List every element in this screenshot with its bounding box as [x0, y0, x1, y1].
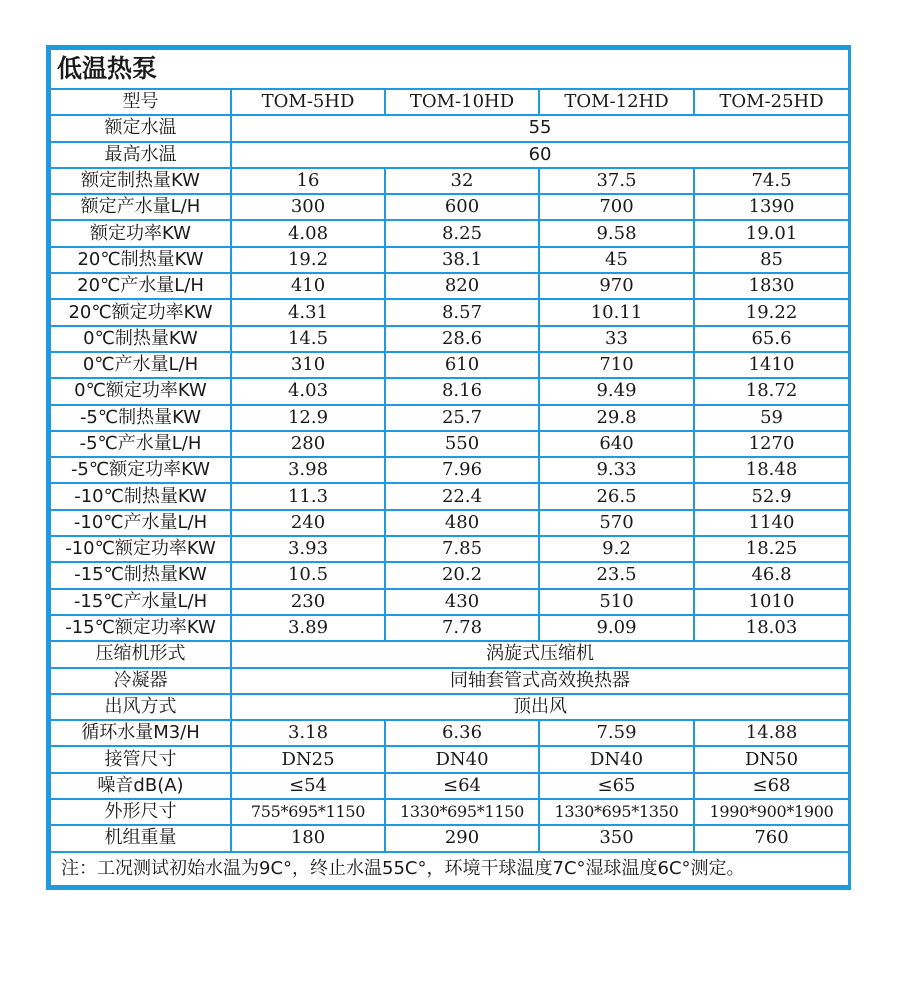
value-cell: ≤65	[539, 773, 694, 799]
value-cell: 18.48	[694, 457, 849, 483]
row-label: 额定产水量L/H	[50, 194, 231, 220]
table-row	[50, 168, 849, 194]
row-label: -10℃额定功率KW	[50, 536, 231, 562]
value-cell: 85	[694, 247, 849, 273]
header-row	[50, 89, 849, 115]
merged-value-cell: 55	[231, 115, 849, 141]
value-cell: 9.2	[539, 536, 694, 562]
value-cell: 18.25	[694, 536, 849, 562]
value-cell: 25.7	[385, 405, 539, 431]
title-row	[50, 49, 849, 89]
value-cell: ≤54	[231, 773, 385, 799]
header-label: 型号	[50, 89, 231, 115]
row-label: 20℃额定功率KW	[50, 299, 231, 325]
value-cell: 280	[231, 431, 385, 457]
row-label: 接管尺寸	[50, 746, 231, 772]
row-label: 外形尺寸	[50, 799, 231, 825]
value-cell: DN40	[385, 746, 539, 772]
table-row	[50, 247, 849, 273]
value-cell: 10.5	[231, 562, 385, 588]
value-cell: 20.2	[385, 562, 539, 588]
table-row	[50, 220, 849, 246]
value-cell: 230	[231, 589, 385, 615]
value-cell: 480	[385, 510, 539, 536]
footnote: 注：工况测试初始水温为9C°，终止水温55C°，环境干球温度7C°湿球温度6C°测定。	[50, 852, 849, 886]
value-cell: 19.2	[231, 247, 385, 273]
value-cell: 23.5	[539, 562, 694, 588]
value-cell: DN50	[694, 746, 849, 772]
table-title: 低温热泵	[50, 49, 849, 89]
value-cell: 29.8	[539, 405, 694, 431]
value-cell: 410	[231, 273, 385, 299]
merged-value-cell: 涡旋式压缩机	[231, 641, 849, 667]
row-label: -5℃额定功率KW	[50, 457, 231, 483]
table-row	[50, 457, 849, 483]
value-cell: 290	[385, 825, 539, 851]
value-cell: 600	[385, 194, 539, 220]
table-row	[50, 142, 849, 168]
row-label: -15℃额定功率KW	[50, 615, 231, 641]
table-row	[50, 299, 849, 325]
value-cell: 1830	[694, 273, 849, 299]
table-row	[50, 194, 849, 220]
table-row	[50, 668, 849, 694]
row-label: -15℃产水量L/H	[50, 589, 231, 615]
value-cell: 7.78	[385, 615, 539, 641]
value-cell: 760	[694, 825, 849, 851]
spec-table	[49, 48, 850, 887]
merged-value-cell: 顶出风	[231, 694, 849, 720]
value-cell: 3.89	[231, 615, 385, 641]
value-cell: 33	[539, 326, 694, 352]
value-cell: 7.96	[385, 457, 539, 483]
table-row	[50, 615, 849, 641]
value-cell: 45	[539, 247, 694, 273]
spec-sheet	[46, 45, 851, 890]
value-cell: 640	[539, 431, 694, 457]
value-cell: 300	[231, 194, 385, 220]
table-row	[50, 326, 849, 352]
row-label: 循环水量M3/H	[50, 720, 231, 746]
table-row	[50, 799, 849, 825]
row-label: 额定水温	[50, 115, 231, 141]
table-row	[50, 562, 849, 588]
value-cell: 4.31	[231, 299, 385, 325]
value-cell: 59	[694, 405, 849, 431]
value-cell: 26.5	[539, 483, 694, 509]
value-cell: 570	[539, 510, 694, 536]
value-cell: 16	[231, 168, 385, 194]
row-label: 机组重量	[50, 825, 231, 851]
row-label: 0℃额定功率KW	[50, 378, 231, 404]
merged-value-cell: 60	[231, 142, 849, 168]
value-cell: 3.18	[231, 720, 385, 746]
row-label: -15℃制热量KW	[50, 562, 231, 588]
value-cell: 1410	[694, 352, 849, 378]
value-cell: 3.98	[231, 457, 385, 483]
table-row	[50, 746, 849, 772]
table-row	[50, 694, 849, 720]
value-cell: 700	[539, 194, 694, 220]
row-label: 最高水温	[50, 142, 231, 168]
value-cell: 3.93	[231, 536, 385, 562]
value-cell: 8.16	[385, 378, 539, 404]
value-cell: 9.09	[539, 615, 694, 641]
value-cell: 22.4	[385, 483, 539, 509]
value-cell: 19.01	[694, 220, 849, 246]
value-cell: 350	[539, 825, 694, 851]
table-row	[50, 483, 849, 509]
note-row	[50, 852, 849, 886]
table-row	[50, 273, 849, 299]
row-label: 噪音dB(A)	[50, 773, 231, 799]
table-row	[50, 773, 849, 799]
value-cell: 10.11	[539, 299, 694, 325]
row-label: -10℃制热量KW	[50, 483, 231, 509]
value-cell: 1270	[694, 431, 849, 457]
row-label: 0℃产水量L/H	[50, 352, 231, 378]
table-row	[50, 431, 849, 457]
table-row	[50, 825, 849, 851]
table-row	[50, 720, 849, 746]
value-cell: 14.88	[694, 720, 849, 746]
table-row	[50, 352, 849, 378]
table-row	[50, 405, 849, 431]
row-label: 出风方式	[50, 694, 231, 720]
value-cell: 37.5	[539, 168, 694, 194]
value-cell: 4.08	[231, 220, 385, 246]
value-cell: 65.6	[694, 326, 849, 352]
model-header: TOM-10HD	[385, 89, 539, 115]
row-label: 冷凝器	[50, 668, 231, 694]
value-cell: 820	[385, 273, 539, 299]
value-cell: 74.5	[694, 168, 849, 194]
value-cell: 6.36	[385, 720, 539, 746]
value-cell: 1990*900*1900	[694, 799, 849, 825]
table-row	[50, 378, 849, 404]
value-cell: 7.59	[539, 720, 694, 746]
row-label: 20℃产水量L/H	[50, 273, 231, 299]
value-cell: 1330*695*1350	[539, 799, 694, 825]
model-header: TOM-12HD	[539, 89, 694, 115]
value-cell: 9.58	[539, 220, 694, 246]
table-row	[50, 115, 849, 141]
value-cell: 8.25	[385, 220, 539, 246]
value-cell: 38.1	[385, 247, 539, 273]
value-cell: 180	[231, 825, 385, 851]
value-cell: 9.33	[539, 457, 694, 483]
value-cell: 46.8	[694, 562, 849, 588]
row-label: 0℃制热量KW	[50, 326, 231, 352]
value-cell: 14.5	[231, 326, 385, 352]
value-cell: 610	[385, 352, 539, 378]
value-cell: 4.03	[231, 378, 385, 404]
row-label: -10℃产水量L/H	[50, 510, 231, 536]
table-row	[50, 510, 849, 536]
value-cell: ≤68	[694, 773, 849, 799]
value-cell: ≤64	[385, 773, 539, 799]
value-cell: 710	[539, 352, 694, 378]
value-cell: 1390	[694, 194, 849, 220]
row-label: 20℃制热量KW	[50, 247, 231, 273]
row-label: 额定功率KW	[50, 220, 231, 246]
table-row	[50, 641, 849, 667]
value-cell: 19.22	[694, 299, 849, 325]
value-cell: 52.9	[694, 483, 849, 509]
value-cell: 1330*695*1150	[385, 799, 539, 825]
value-cell: 12.9	[231, 405, 385, 431]
value-cell: 550	[385, 431, 539, 457]
value-cell: 11.3	[231, 483, 385, 509]
value-cell: 18.72	[694, 378, 849, 404]
value-cell: 970	[539, 273, 694, 299]
table-row	[50, 589, 849, 615]
value-cell: DN25	[231, 746, 385, 772]
value-cell: 310	[231, 352, 385, 378]
value-cell: 18.03	[694, 615, 849, 641]
value-cell: 9.49	[539, 378, 694, 404]
row-label: -5℃产水量L/H	[50, 431, 231, 457]
value-cell: 240	[231, 510, 385, 536]
row-label: 额定制热量KW	[50, 168, 231, 194]
table-row	[50, 536, 849, 562]
model-header: TOM-25HD	[694, 89, 849, 115]
value-cell: 8.57	[385, 299, 539, 325]
value-cell: 430	[385, 589, 539, 615]
value-cell: 510	[539, 589, 694, 615]
row-label: -5℃制热量KW	[50, 405, 231, 431]
value-cell: DN40	[539, 746, 694, 772]
model-header: TOM-5HD	[231, 89, 385, 115]
value-cell: 32	[385, 168, 539, 194]
value-cell: 1140	[694, 510, 849, 536]
value-cell: 7.85	[385, 536, 539, 562]
value-cell: 1010	[694, 589, 849, 615]
row-label: 压缩机形式	[50, 641, 231, 667]
merged-value-cell: 同轴套管式高效换热器	[231, 668, 849, 694]
value-cell: 755*695*1150	[231, 799, 385, 825]
value-cell: 28.6	[385, 326, 539, 352]
